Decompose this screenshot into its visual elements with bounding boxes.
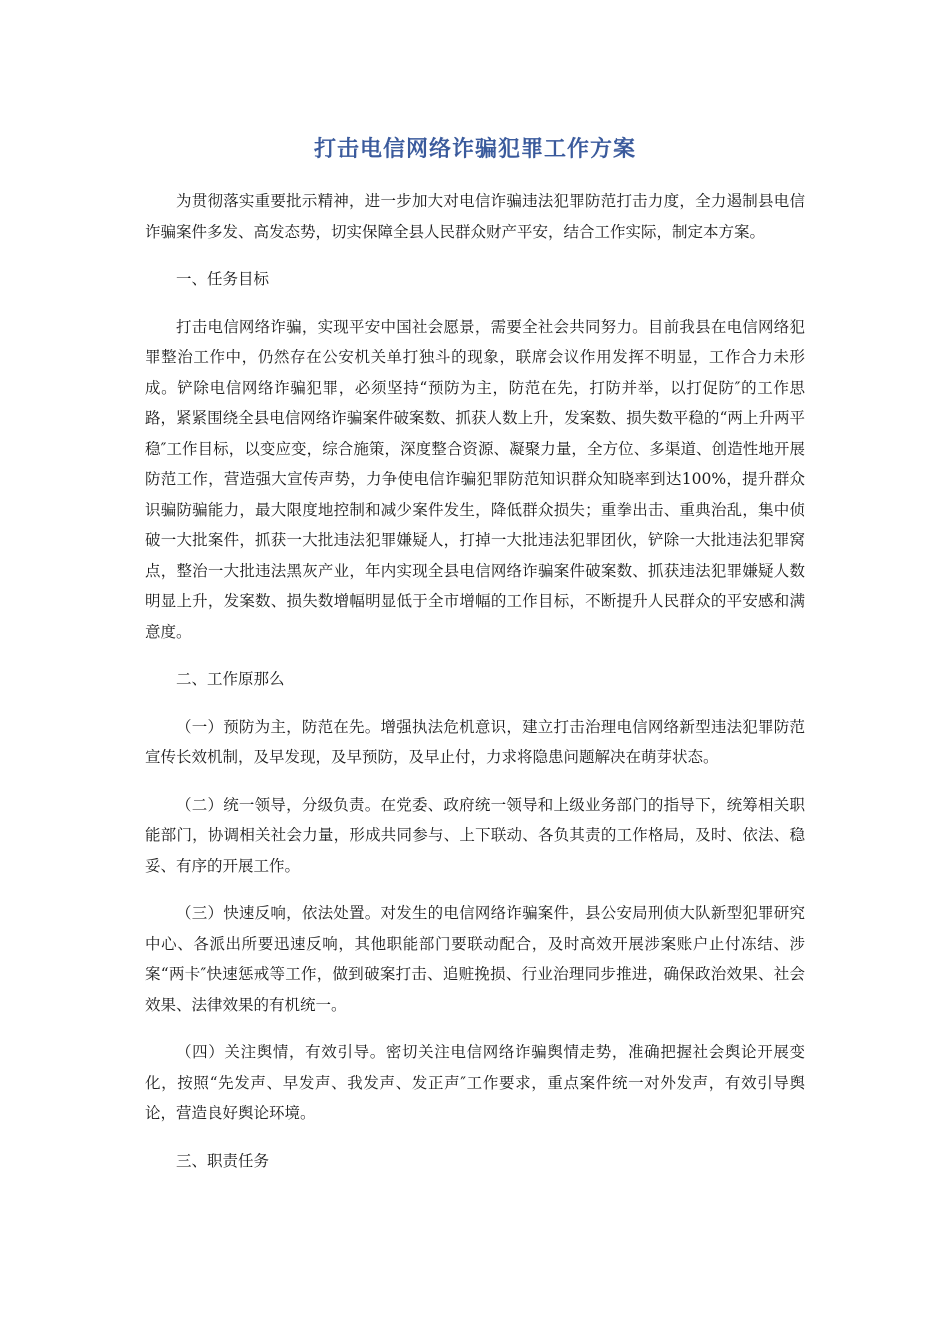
principle-prevention-paragraph: （一）预防为主，防范在先。增强执法危机意识，建立打击治理电信网络新型违法犯罪防范宣传长效机制，及早发现，及早预防，及早止付，力求将隐患问题解决在萌芽状态。 bbox=[145, 717, 805, 766]
section-heading-principles: 二、工作原那么 bbox=[176, 670, 285, 688]
intro-paragraph: 为贯彻落实重要批示精神，进一步加大对电信诈骗违法犯罪防范打击力度，全力遏制县电信诈骗案件多发、高发态势，切实保障全县人民群众财产平安，结合工作实际，制定本方案。 bbox=[145, 192, 805, 241]
principle-public-opinion-paragraph: （四）关注舆情，有效引导。密切关注电信网络诈骗舆情走势，准确把握社会舆论开展变化，按照“先发声、早发声、我发声、发正声″工作要求，重点案件统一对外发声，有效引导舆论，营造良好舆论环境。 bbox=[145, 1043, 805, 1122]
section-heading-duties: 三、职责任务 bbox=[176, 1151, 270, 1170]
document-page bbox=[145, 132, 805, 1193]
document-title: 打击电信网络诈骗犯罪工作方案 bbox=[313, 137, 636, 162]
task-goals-paragraph: 打击电信网络诈骗，实现平安中国社会愿景，需要全社会共同努力。目前我县在电信网络犯罪整治工作中，仍然存在公安机关单打独斗的现象，联席会议作用发挥不明显，工作合力未形成。铲除电信网络诈骗犯罪，必须坚持“预防为主，防范在先，打防并举，以打促防″的工作思路，紧紧围绕全县电信网络诈骗案件破案数、抓获人数上升，发案数、损失数平稳的“两上升两平稳″工作目标，以变应变，综合施策，深度整合资源、凝聚力量，全方位、多渠道、创造性地开展防范工作，营造强大宣传声势，力争使电信诈骗犯罪防范知识群众知晓率到达100%，提升群众识骗防骗能力，最大限度地控制和减少案件发生，降低群众损失；重拳出击、重典治乱，集中侦破一大批案件，抓获一大批违法犯罪嫌疑人，打掉一大批违法犯罪团伙，铲除一大批违法犯罪窝点，整治一大批违法黑灰产业，年内实现全县电信网络诈骗案件破案数、抓获违法犯罪嫌疑人数明显上升，发案数、损失数增幅明显低于全市增幅的工作目标，不断提升人民群众的平安感和满意度。 bbox=[145, 317, 805, 641]
principle-response-paragraph: （三）快速反响，依法处置。对发生的电信网络诈骗案件，县公安局刑侦大队新型犯罪研究中心、各派出所要迅速反响，其他职能部门要联动配合，及时高效开展涉案账户止付冻结、涉案“两卡″快速惩戒等工作，做到破案打击、追赃挽损、行业治理同步推进，确保政治效果、社会效果、法律效果的有机统一。 bbox=[145, 904, 805, 1014]
principle-leadership-paragraph: （二）统一领导，分级负责。在党委、政府统一领导和上级业务部门的指导下，统筹相关职能部门，协调相关社会力量，形成共同参与、上下联动、各负其责的工作格局，及时、依法、稳妥、有序的开展工作。 bbox=[145, 795, 805, 875]
section-heading-task-goals: 一、任务目标 bbox=[176, 270, 270, 288]
